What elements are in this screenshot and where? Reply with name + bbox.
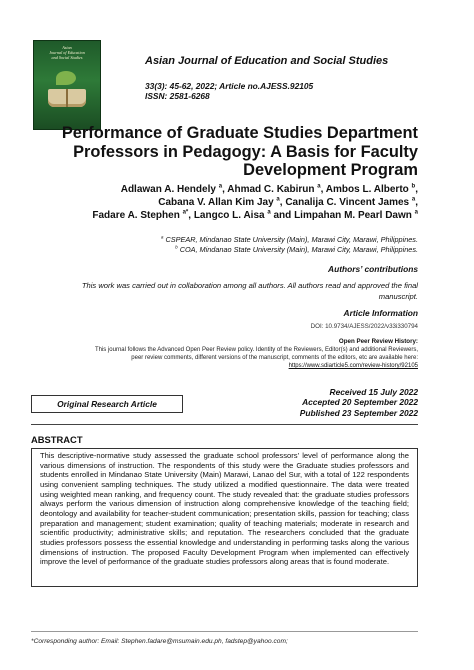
cover-book-illustration <box>48 89 86 107</box>
cover-plant-illustration <box>56 71 76 85</box>
corresponding-author-footnote: *Corresponding author: Email: Stephen.fadare@msumain.edu.ph, fadstep@yahoo.com; <box>31 638 288 645</box>
cover-title-line: and Social Studies <box>51 55 83 60</box>
title-line: Performance of Graduate Studies Department <box>61 124 418 142</box>
author-name: Canalija C. Vincent James <box>285 197 410 208</box>
doi: DOI: 10.9734/AJESS/2022/v33i330794 <box>310 323 418 330</box>
received-date: Received 15 July 2022 <box>329 387 418 397</box>
author-name: Adlawan A. Hendely <box>120 184 216 195</box>
author-name: Langco L. Aisa <box>193 210 265 221</box>
author-name: Ahmad C. Kabirun <box>227 184 315 195</box>
affiliation-text: COA, Mindanao State University (Main), Marawi City, Marawi, Philippines. <box>179 245 418 254</box>
author-affiliation-mark: b <box>411 183 416 190</box>
review-history-link[interactable]: https://www.sdiarticle5.com/review-history/92105 <box>288 363 418 369</box>
abstract-heading: ABSTRACT <box>31 434 83 445</box>
journal-cover-image <box>33 40 101 130</box>
title-line: Professors in Pedagogy: A Basis for Faculty <box>73 142 418 161</box>
contributions-heading: Authors’ contributions <box>328 264 418 274</box>
author-affiliation-mark: a <box>411 196 416 203</box>
author-affiliation-mark: a <box>414 209 418 216</box>
affiliation-text: CSPEAR, Mindanao State University (Main), Marawi City, Marawi, Philippines. <box>165 235 418 244</box>
footnote-divider <box>31 631 418 632</box>
author-affiliation-mark: a <box>267 209 271 216</box>
journal-name: Asian Journal of Education and Social Studies <box>145 55 389 67</box>
affiliation-mark: b <box>175 244 178 250</box>
article-info-heading: Article Information <box>343 308 418 318</box>
author-affiliation-mark: a <box>317 183 321 190</box>
contributions-text <box>40 281 418 302</box>
contributions-line: manuscript. <box>378 291 418 301</box>
review-line: This journal follows the Advanced Open Peer Review policy. Identity of the Reviewers, Editor(s) and additional Reviewers, <box>94 347 418 353</box>
review-history-heading: Open Peer Review History: <box>338 338 418 345</box>
author-affiliation-mark: a* <box>182 209 189 216</box>
issn: ISSN: 2581-6268 <box>145 91 210 101</box>
publication-dates <box>240 387 418 418</box>
accepted-date: Accepted 20 September 2022 <box>302 397 418 408</box>
title-line: Development Program <box>243 161 418 179</box>
cover-title <box>38 45 96 60</box>
cover-title-line: Asian <box>62 45 72 50</box>
article-type-box: Original Research Article <box>31 395 183 413</box>
author-name: Ambos L. Alberto <box>325 184 409 195</box>
author-affiliation-mark: a <box>218 183 223 190</box>
published-date: Published 23 September 2022 <box>299 407 418 418</box>
review-line: peer review comments, different versions of the manuscript, comments of the editors, etc are available here: <box>131 355 418 361</box>
divider <box>31 424 418 425</box>
author-name: Limpahan M. Pearl Dawn <box>294 210 412 221</box>
abstract-text: This descriptive-normative study assessed the graduate school professors’ level of performance along the various dimensions of instruction. The respondents of this study were the Graduate studies professors and students enrolled in Mindanao State University (Main) Marawi, Lanao del Sur, with a total of 122 respondents using convenient sampling techniques. The study utilized a modified questionnaire. The data were treated using weighted mean ranking, and frequency count. The study revealed that: the graduate studies professors always perform the various dimension of instruction along comprehensive knowledge of the teaching field; deontology and availability for teacher-student communication; presentation skills, passion for teaching; class preparation and management; student examination; quality of teaching materials; moderate in research and scientific productivity; administrative skills; and reputation. The researchers concluded that the graduate studies professors possess the essential knowledge and understanding in performing tasks along the various dimensions of instruction. The proposed Faculty Development Program when implemented can effectively improve the level of performance of the graduate studies professors along areas that is found moderate. <box>31 448 418 587</box>
affiliations <box>40 235 418 255</box>
cover-title-line: Journal of Education <box>49 50 85 55</box>
affiliation-mark: a <box>161 234 164 240</box>
review-history-text <box>40 346 418 370</box>
author-list: Adlawan A. Hendely $^a$, Ahmad C. Kabirun $^a$, Ambos L. Alberto $^b$, Cabana V. Allan Kim Jay $^a$, Canalija C. Vincent James $^a$, Fadare A. Stephen $^{a*}$, Langco L. Aisa $^a$ and Limpahan M. Pearl Dawn $^a$ <box>92 183 418 221</box>
contributions-line: This work was carried out in collaboration among all authors. All authors read and approved the final <box>81 281 418 290</box>
author-name: Fadare A. Stephen <box>92 210 180 221</box>
paper-title <box>40 124 418 180</box>
author-name: Cabana V. Allan Kim Jay <box>158 197 274 208</box>
author-affiliation-mark: a <box>276 196 280 203</box>
volume-info: 33(3): 45-62, 2022; Article no.AJESS.92105 <box>145 81 314 91</box>
